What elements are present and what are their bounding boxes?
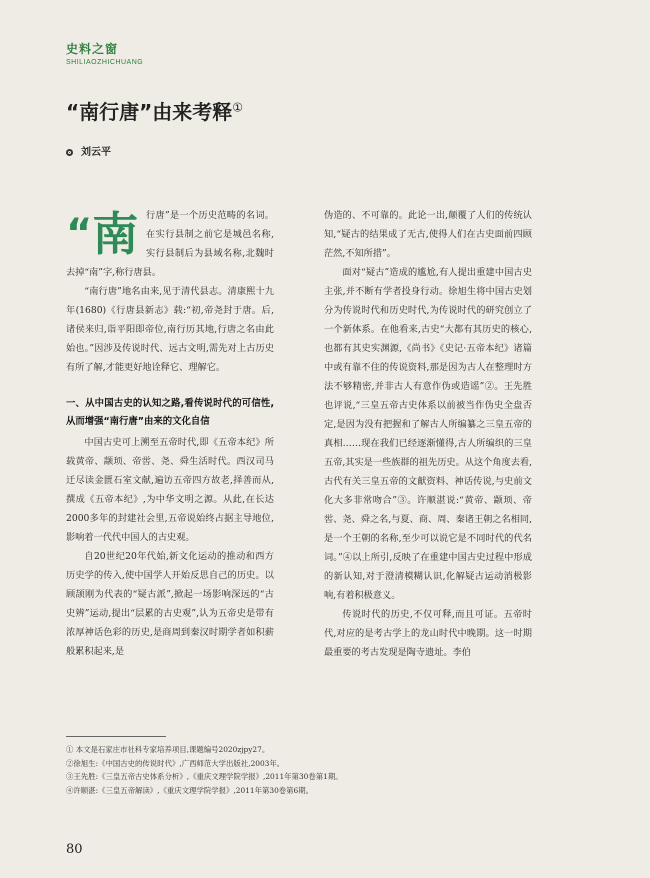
footnote-1: ① 本文是石家庄市社科专家培养项目,课题编号2020zjpy27。 [66, 745, 270, 754]
paragraph-6: 面对“疑古”造成的尴尬,有人提出重建中国古史主张,并不断有学者投身行动。徐旭生将中国古史划分为传说时代和历史时代,为传说时代的研究创立了一个新体系。在他看来,古史“大都有其历史的核心,也都有其史实渊源,《尚书》《史记·五帝本纪》诸篇中或有靠不住的传说资料,那是因为古人在整理时方法不够精密,并非古人有意作伪或造谣”②。王先胜也评说,“三皇五帝古史体系以前被当作伪史全盘否定,是因为没有把握和了解古人所编纂之三皇五帝的真相……现在我们已经逐渐懂得,古人所编织的三皇五帝,其实是一些族群的祖先历史。从这个角度去看,古代有关三皇五帝的文献资料、神话传说,与史前文化大多非常吻合”③。许顺湛说:“黄帝、颛顼、帝喾、尧、舜之名,与夏、商、周、秦诸王朝之名相同,是一个王朝的名称,至少可以说它是不同时代的代名词。”④以上所引,反映了在重建中国古史过程中形成的新认知,对于澄清模糊认识,化解疑古运动消极影响,有着积极意义。 [324, 267, 532, 601]
paragraph-4: 自20世纪20年代始,新文化运动的推动和西方历史学的传入,使中国学人开始反思自己的历史。以顾颉刚为代表的“疑古派”,掀起一场影响深远的“古史辨”运动,提出“层累的古史观”,认为五帝史是带有浓厚神话色彩的历史,是商周到秦汉时期学者如积薪般累积起来,是 [66, 551, 274, 657]
paragraph-3: 中国古史可上溯至五帝时代,即《五帝本纪》所载黄帝、颛顼、帝喾、尧、舜生活时代。西汉司马迁尽读金匮石室文献,遍访五帝四方故老,择善而从,撰成《五帝本纪》,为中华文明之源。从此,在长达2000多年的封建社会里,五帝说始终占据主导地位,影响着一代代中国人的古史观。 [66, 437, 274, 543]
drop-cap-char: 南 [92, 207, 137, 261]
paragraph-1: 行唐”是一个历史范畴的名词。在实行县制之前它是城邑名称,实行县制后为县域名称,北魏时去掉“南”字,称行唐县。 [66, 210, 274, 278]
paragraph-5: 伪造的、不可靠的。此论一出,颠覆了人们的传统认知,“疑古的结果成了无古,使得人们在古史面前四顾茫然,不知所措”。 [324, 210, 532, 259]
column-tag [66, 40, 143, 66]
author-name: 刘云平 [81, 147, 111, 158]
article-title-text: “南行唐”由来考释 [66, 100, 233, 124]
paragraph-2: “南行唐”地名由来,见于清代县志。清康熙十九年(1680)《行唐县新志》载:“初,帝尧封于唐。后,诸侯来归,诣平阳即帝位,南行历其地,行唐之名由此始也。”因涉及传说时代、远古文明,需先对上古历史有所了解,才能更好地诠释它、理解它。 [66, 286, 274, 373]
column-name: 史料之窗 [66, 42, 119, 56]
drop-cap-quote: “ [66, 211, 91, 257]
paragraph-7: 传说时代的历史,不仅可释,而且可证。五帝时代,对应的是考古学上的龙山时代中晚期。这一时期最重要的考古发现是陶寺遗址。李伯 [324, 609, 532, 658]
opening-paragraph [66, 206, 274, 282]
section-heading-1: 一、从中国古史的认知之路,看传说时代的可信性,从而增强“南行唐”由来的文化自信 [66, 398, 274, 427]
bullet-circle-icon [66, 149, 73, 156]
article-title [66, 96, 243, 125]
footnote-4: ④许顺湛:《三皇五帝解读》,《重庆文理学院学报》,2011年第30卷第6期。 [66, 785, 314, 795]
column-name-pinyin: SHILIAOZHICHUANG [66, 59, 144, 66]
footnote-divider [66, 736, 166, 737]
left-column [66, 206, 274, 661]
author-line [66, 143, 111, 158]
footnotes [66, 736, 586, 797]
drop-cap [66, 206, 144, 262]
title-footnote-marker[interactable]: ① [232, 100, 244, 115]
footnote-2: ②徐旭生:《中国古史的传说时代》,广西师范大学出版社,2003年。 [66, 758, 285, 768]
page-number: 80 [66, 842, 83, 857]
footnote-3: ③王先胜:《三皇五帝古史体系分析》,《重庆文理学院学报》,2011年第30卷第1期。 [66, 772, 343, 781]
right-column [324, 206, 532, 662]
